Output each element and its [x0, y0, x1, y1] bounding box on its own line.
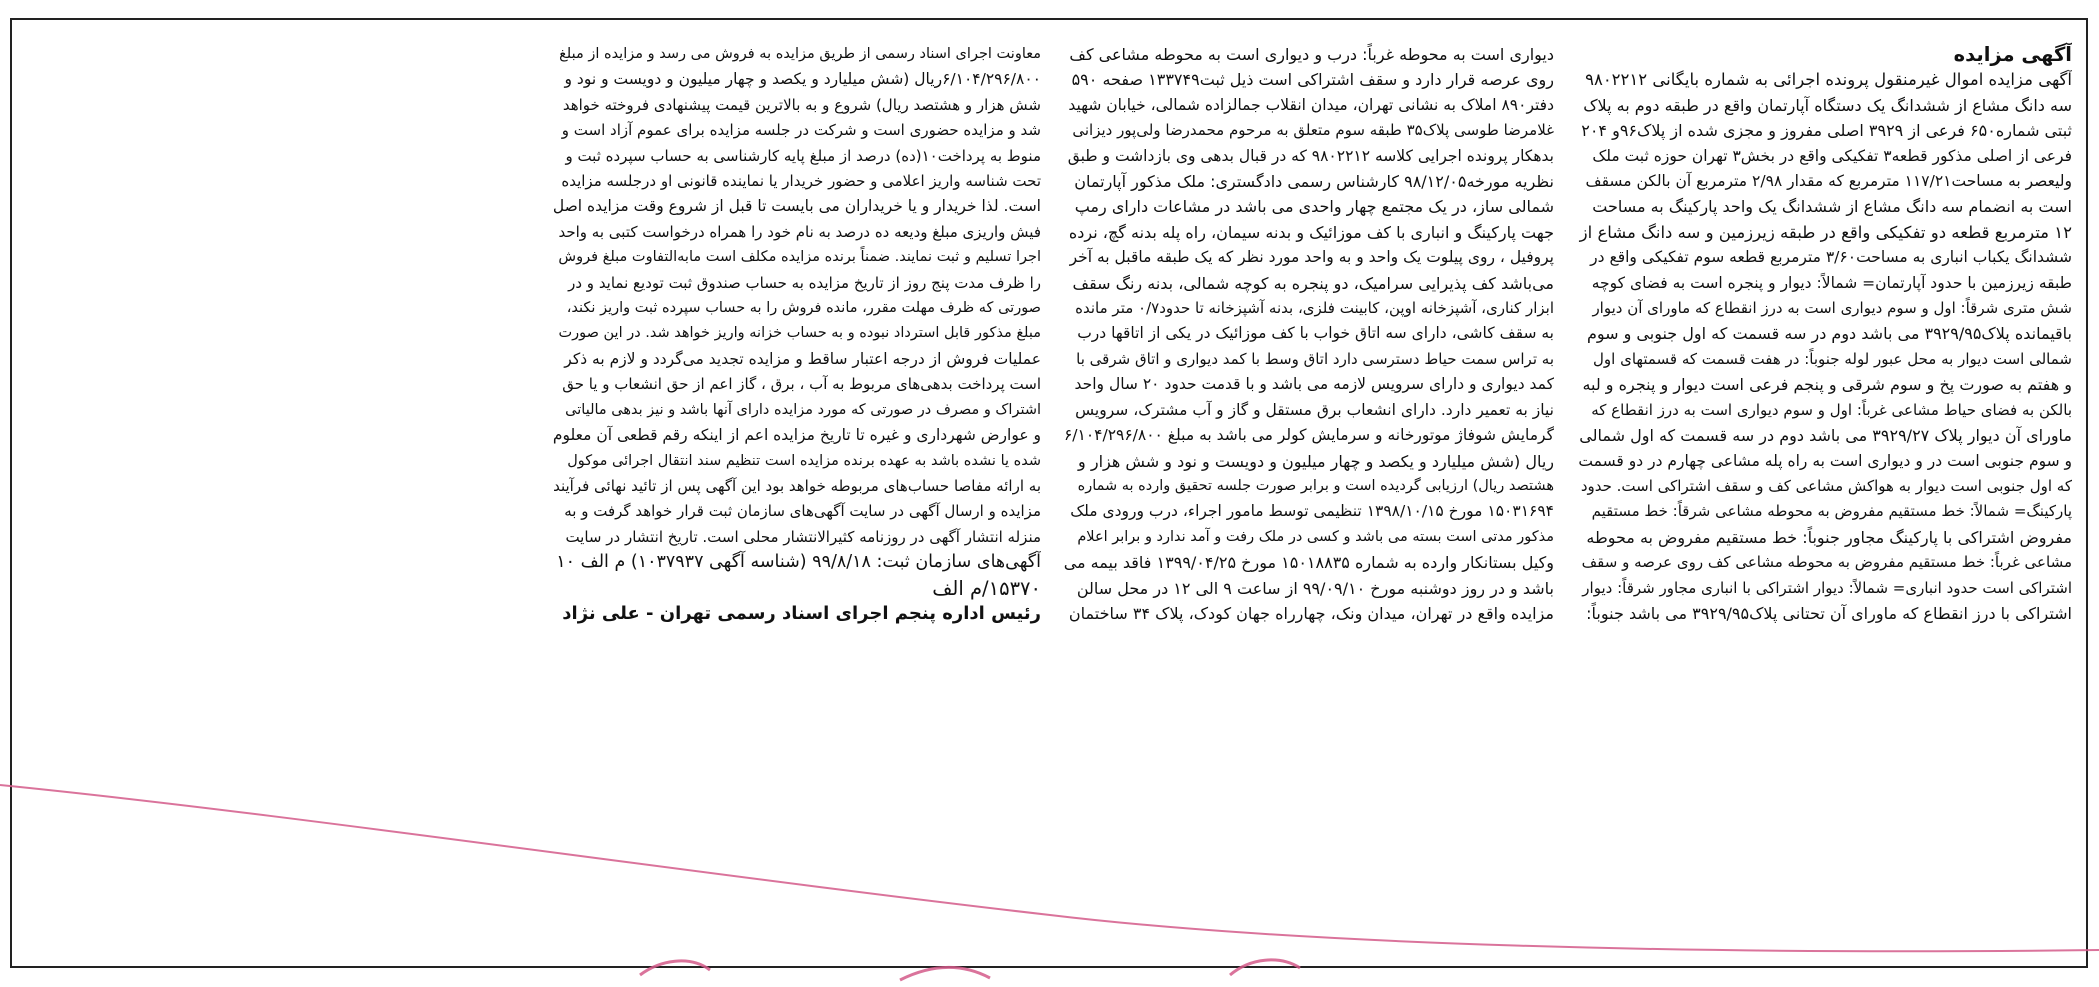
notice-frame [10, 18, 2088, 968]
notice-line: وکیل بستانکار وارده به شماره ۱۵۰۱۸۸۳۵ مورخ ۱۳۹۹/۰۴/۲۵ فاقد بیمه می [1064, 553, 1554, 573]
notice-line: را ظرف مدت پنج روز از تاریخ مزایده به حساب صندوق ثبت تودیع نماید و در [568, 273, 1041, 292]
notice-line: ۱۵۳۷۰/م الف [932, 576, 1041, 600]
notice-line: غلامرضا طوسی پلاک۳۵ طبقه سوم متعلق به مرحوم محمدرضا ولی‌پور دیزانی [1072, 121, 1554, 140]
notice-line: صورتی که ظرف مهلت مقرر، مانده فروش را به حساب سپرده ثبت واریز نکند، [566, 300, 1041, 317]
notice-line: منزله انتشار آگهی در روزنامه کثیرالانتشار محلی است. تاریخ انتشار در سایت [565, 527, 1041, 546]
notice-line: فرعی از اصلی مذکور قطعه۳ تفکیکی واقع در بخش۳ تهران حوزه ثبت ملک [1592, 146, 2072, 165]
notice-line: معاونت اجرای اسناد رسمی از طریق مزایده به فروش می رسد و مزایده از مبلغ [559, 46, 1041, 62]
notice-line: است. لذا خریدار و یا خریداران می بایست تا قبل از شروع وقت مزایده اصل [553, 197, 1041, 216]
notice-line: باقیمانده پلاک۳۹۲۹/۹۵ می باشد دوم در سه قسمت که اول جنوبی و سوم [1586, 324, 2072, 344]
notice-line: اشتراکی با درز انقطاع که ماورای آن تحتانی پلاک۳۹۲۹/۹۵ می باشد جنوباً: [1586, 603, 2072, 623]
notice-line: هشتصد ریال) ارزیابی گردیده است و برابر صورت جلسه تحقیق وارده به شماره [1077, 477, 1554, 494]
notice-line: مشاعی غرباً: خط مستقیم مفروض به محوطه مشاعی کف روی عرصه و سقف [1581, 553, 2072, 572]
notice-line: سه دانگ مشاع از ششدانگ یک دستگاه آپارتمان واقع در طبقه دوم به پلاک [1583, 95, 2072, 115]
notice-line: مزایده واقع در تهران، میدان ونک، چهارراه جهان کودک، پلاک ۳۴ ساختمان [1068, 603, 1554, 623]
notice-line: شمالی است دیوار به محل عبور لوله جنوباً: در هفت قسمت که قسمتهای اول [1593, 349, 2072, 368]
notice-line: ششدانگ یکباب انباری به مساحت۳/۶۰ مترمربع قطعه سوم تفکیکی واقع در [1590, 248, 2072, 267]
notice-line: بالکن به فضای حیاط مشاعی غرباً: اول و سوم دیواری است به درز انقطاع که [1591, 400, 2072, 419]
notice-line: روی عرصه قرار دارد و سقف اشتراکی است ذیل ثبت۱۳۳۷۴۹ صفحه ۵۹۰ [1071, 70, 1554, 90]
notice-line: می‌باشد کف پذیرایی سرامیک، دو پنجره به کوچه شمالی، بدنه رنگ سقف [1072, 273, 1554, 293]
notice-line: که اول جنوبی است دیوار به هواکش مشاعی کف و سقف اشتراکی است. حدود [1580, 476, 2072, 495]
notice-line: شد و مزایده حضوری است و شرکت در جلسه مزایده برای عموم آزاد است و [561, 121, 1041, 140]
notice-line: آگهی مزایده اموال غیرمنقول پرونده اجرائی به شماره بایگانی ۹۸۰۲۲۱۲ [1585, 70, 2072, 90]
column-2 [1064, 42, 1554, 626]
notice-line: دیواری است به محوطه غرباً: درب و دیواری است به محوطه مشاعی کف [1069, 45, 1554, 64]
notice-line: آگهی‌های سازمان ثبت: ۹۹/۸/۱۸ (شناسه آگهی ۱۰۳۷۹۳۷) م الف ۱۰ [556, 552, 1041, 573]
notice-line: ۶/۱۰۴/۲۹۶/۸۰۰ریال (شش میلیارد و یکصد و چهار میلیون و دویست و نود و [564, 70, 1041, 89]
notice-line: اشتراک و مصرف در صورتی که مورد مزایده دارای آنها باشد و نیز بدهی مالیاتی [565, 401, 1041, 418]
notice-line: بدهکار پرونده اجرایی کلاسه ۹۸۰۲۲۱۲ که در قبال بدهی وی بازداشت و طبق [1067, 146, 1554, 165]
notice-line: اشتراکی است حدود انباری= شمالاً: دیوار اشتراکی با انباری مجاور شرقاً: دیوار [1582, 578, 2072, 597]
notice-line: تحت شناسه واریز اعلامی و حضور خریدار یا نماینده قانونی او درجلسه مزایده [561, 172, 1041, 191]
notice-line: ابزار کناری، آشپزخانه اوپن، کابینت فلزی، بدنه آشپزخانه تا حدود۰/۷ متر مانده [1075, 299, 1554, 318]
column-1 [1578, 42, 2072, 626]
notice-line: فیش واریزی مبلغ ودیعه ده درصد به نام خود را همراه درخواست کتبی به واحد [558, 222, 1041, 241]
notice-line: شش متری شرقاً: اول و سوم دیواری است به درز انقطاع که ماورای آن دیوار [1592, 299, 2072, 318]
notice-line: رئیس اداره پنجم اجرای اسناد رسمی تهران - علی نژاد [562, 602, 1041, 624]
notice-title: آگهی مزایده [1953, 43, 2072, 66]
notice-line: مفروض اشتراکی با پارکینگ مجاور جنوباً: خط مستقیم مفروض به محوطه [1586, 527, 2072, 547]
notice-line: جهت پارکینگ و انباری با کف موزائیک و بدنه سیمان، راه پله بدنه گچ، نرده [1068, 222, 1554, 242]
notice-line: مذکور مدتی است بسته می باشد و کسی در ملک رفت و آمد ندارد و برابر اعلام [1077, 528, 1554, 545]
notice-line: طبقه زیرزمین با حدود آپارتمان= شمالاً: دیوار و پنجره است به فضای کوچه [1591, 273, 2072, 292]
notice-line: مزایده و ارسال آگهی در سایت آگهی‌های سازمان ثبت قرار خواهد گرفت و به [564, 502, 1041, 521]
notice-line: ثبتی شماره۶۵۰ فرعی از ۳۹۲۹ اصلی مفروز و مجزی شده از پلاک۹۶و ۲۰۴ [1581, 121, 2072, 141]
column-3 [553, 42, 1041, 626]
notice-line: پارکینگ= شمالاً: خط مستقیم مفروض به محوطه مشاعی شرقاً: خط مستقیم [1591, 502, 2072, 521]
notice-line: و سوم جنوبی است در و دیواری است به راه پله مشاعی چهارم در دو قسمت [1578, 451, 2072, 470]
notice-line: کمد دیواری و دارای سرویس لازمه می باشد و با قدمت حدود ۲۰ سال واحد [1074, 375, 1554, 394]
notice-line: شش هزار و هشتصد ریال) شروع و به بالاترین قیمت پیشنهادی فروخته خواهد [562, 95, 1041, 114]
notice-line: ماورای آن دیوار پلاک ۳۹۲۹/۲۷ می باشد دوم در سه قسمت که اول شمالی [1579, 426, 2072, 446]
notice-line: شده یا نشده باشد به عهده برنده مزایده است تنظیم سند انتقال اجرائی موکول [567, 452, 1041, 469]
notice-line: ۱۵۰۳۱۶۹۴ مورخ ۱۳۹۸/۱۰/۱۵ تنظیمی توسط مامور اجراء، درب ورودی ملک [1070, 502, 1554, 521]
notice-line: پروفیل ، روی پیلوت یک واحد و به واحد مورد نظر که یک طبقه ماقبل به آخر [1069, 248, 1554, 267]
notice-line: منوط به پرداخت۱۰(ده) درصد از مبلغ پایه کارشناسی به حساب سپرده ثبت و [565, 146, 1041, 165]
notice-line: باشد و در روز دوشنبه مورخ ۹۹/۰۹/۱۰ از ساعت ۹ الی ۱۲ در محل سالن [1076, 578, 1554, 598]
notice-line: ۱۲ مترمربع قطعه دو تفکیکی واقع در طبقه زیرزمین و سه دانگ مشاع از [1579, 222, 2072, 242]
notice-line: عملیات فروش از درجه اعتبار ساقط و مزایده تجدید می‌گردد و لازم به ذکر [564, 349, 1041, 368]
notice-line: دفتر۸۹۰ املاک به نشانی تهران، میدان انقلاب جمالزاده شمالی، خیابان شهید [1068, 95, 1554, 114]
notice-line: نظریه مورخه۹۸/۱۲/۰۵ کارشناس رسمی دادگستری: ملک مذکور آپارتمان [1074, 172, 1554, 192]
notice-line: به تراس سمت حیاط دسترسی دارد اتاق وسط با کمد دیواری و اتاق شرقی با [1076, 349, 1554, 368]
notice-line: ریال (شش میلیارد و یکصد و چهار میلیون و دویست و نود و شش هزار و [1078, 451, 1554, 471]
notice-line: شمالی ساز، در یک مجتمع چهار واحدی می باشد در مشاعات دارای رمپ [1074, 197, 1554, 217]
notice-line: به سقف کاشی، دارای سه اتاق خواب با کف موزائیک در یکی از اتاقها درب [1077, 324, 1554, 343]
notice-line: ولیعصر به مساحت۱۱۷/۲۱ مترمربع که مقدار ۲/۹۸ مترمربع آن بالکن مسقف [1585, 172, 2072, 191]
notice-line: است پرداخت بدهی‌های مربوط به آب ، برق ، گاز اعم از حق انشعاب و یا حق [562, 375, 1041, 394]
notice-line: است به انضمام سه دانگ مشاع از ششدانگ یک واحد پارکینگ به مساحت [1592, 197, 2072, 217]
notice-line: نیاز به تعمیر دارد. دارای انشعاب برق مستقل و گاز و آب مشترک، سرویس [1075, 400, 1554, 419]
notice-line: به ارائه مفاصا حساب‌های مربوطه خواهد بود این آگهی پس از تائید نهائی فرآیند [553, 476, 1041, 495]
notice-line: گرمایش شوفاژ موتورخانه و سرمایش کولر می باشد به مبلغ ۶/۱۰۴/۲۹۶/۸۰۰ [1064, 426, 1554, 445]
notice-line: و عوارض شهرداری و غیره تا تاریخ مزایده اعم از اینکه رقم قطعی آن معلوم [553, 426, 1041, 445]
notice-line: و هفتم به صورت پخ و سوم شرقی و پنجم فرعی است دیوار و پنجره و لبه [1582, 375, 2072, 395]
notice-line: مبلغ مذکور قابل استرداد نبوده و به حساب خزانه واریز خواهد شد. در این صورت [558, 325, 1041, 342]
notice-line: اجرا تسلیم و ثبت نمایند. ضمناً برنده مزایده مکلف است مابه‌التفاوت مبلغ فروش [558, 249, 1041, 266]
